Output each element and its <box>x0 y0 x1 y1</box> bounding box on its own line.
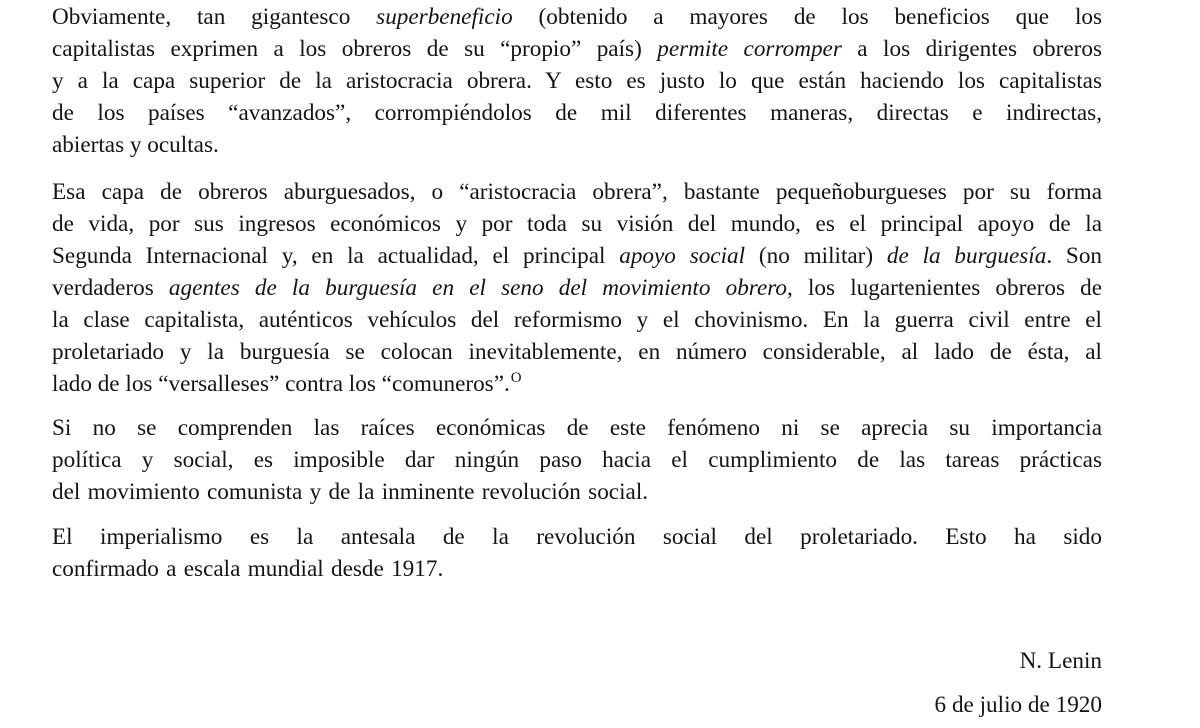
text-line <box>52 304 1102 336</box>
paragraph-3 <box>52 412 1102 508</box>
text-run: El imperialismo es la antesala de la revolución social del proletariado. Esto ha sido <box>52 524 1102 550</box>
text-run: lado de los “versalleses” contra los “comuneros”. <box>52 371 510 397</box>
text-line <box>52 521 1102 553</box>
text-line <box>52 240 1102 272</box>
text-run: . Son <box>1046 243 1103 269</box>
text-line <box>52 336 1102 368</box>
signature-date: 6 de julio de 1920 <box>934 692 1102 718</box>
text-run: proletariado y la burguesía se colocan inevitablemente, en número considerable, al lado de ésta, al <box>52 339 1102 365</box>
text-run: (no militar) <box>745 243 887 269</box>
text-run: confirmado a escala mundial desde 1917. <box>52 556 444 582</box>
text-run: capitalistas exprimen a los obreros de su “propio” país) <box>52 36 658 62</box>
paragraph-4 <box>52 521 1102 585</box>
text-run: de vida, por sus ingresos económicos y por toda su visión del mundo, es el principal apoyo de la <box>52 211 1102 237</box>
text-run: Segunda Internacional y, en la actualidad, el principal <box>52 243 620 269</box>
text-run: y a la capa superior de la aristocracia obrera. Y esto es justo lo que están haciendo los capitalistas <box>52 68 1102 94</box>
text-line <box>52 476 1102 508</box>
text-run: Si no se comprenden las raíces económicas de este fenómeno ni se aprecia su importancia <box>52 415 1102 441</box>
text-line <box>52 176 1102 208</box>
italic-text: apoyo social <box>619 243 746 269</box>
paragraph-1 <box>52 1 1102 161</box>
text-run: Obviamente, tan gigantesco <box>52 4 377 30</box>
text-line <box>52 97 1102 129</box>
text-line <box>52 129 1102 161</box>
italic-text: superbeneficio <box>376 4 513 30</box>
text-line <box>52 65 1102 97</box>
text-run: (obtenido a mayores de los beneficios que los <box>512 4 1102 30</box>
text-run: , los lugartenientes obreros de <box>787 275 1103 301</box>
text-line <box>52 412 1102 444</box>
text-line <box>52 33 1102 65</box>
text-run: política y social, es imposible dar ningún paso hacia el cumplimiento de las tareas prácticas <box>52 447 1102 473</box>
text-run: la clase capitalista, auténticos vehículos del reformismo y el chovinismo. En la guerra civil entre el <box>52 307 1102 333</box>
text-run: Esa capa de obreros aburguesados, o “aristocracia obrera”, bastante pequeñoburgueses por su forma <box>52 179 1102 205</box>
italic-text: permite corromper <box>657 36 842 62</box>
signature-author: N. Lenin <box>1019 648 1102 674</box>
paragraph-2 <box>52 176 1102 400</box>
italic-text: agentes de la burguesía en el seno del movimiento obrero <box>168 275 788 301</box>
italic-text: de la burguesía <box>886 243 1047 269</box>
text-run: del movimiento comunista y de la inminente revolución social. <box>52 479 649 505</box>
text-run: de los países “avanzados”, corrompiéndolos de mil diferentes maneras, directas e indirectas, <box>52 100 1102 126</box>
text-line <box>52 368 1102 400</box>
text-line <box>52 553 1102 585</box>
text-line <box>52 444 1102 476</box>
text-run: abiertas y ocultas. <box>52 132 219 158</box>
text-line <box>52 272 1102 304</box>
text-line <box>52 1 1102 33</box>
text-run: a los dirigentes obreros <box>841 36 1102 62</box>
text-run: verdaderos <box>52 275 169 301</box>
text-line <box>52 208 1102 240</box>
footnote-marker: O <box>510 370 522 386</box>
